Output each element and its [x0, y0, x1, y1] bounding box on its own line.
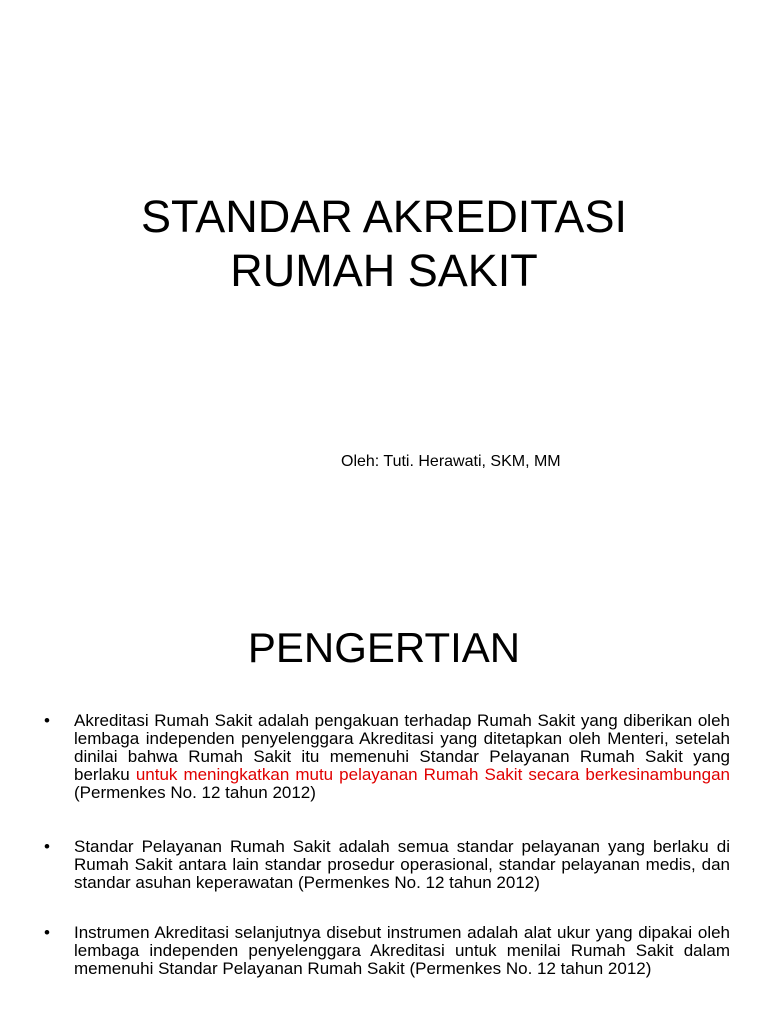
bullet-list: [0, 712, 768, 1014]
definition-slide: [0, 576, 768, 1024]
bullet-dot-icon: •: [44, 837, 50, 856]
bullet-item-akreditasi: [0, 712, 768, 802]
author-credit: Oleh: Tuti. Herawati, SKM, MM: [341, 453, 561, 470]
section-title: PENGERTIAN: [247, 624, 521, 671]
bullet-text-reference: (Permenkes No. 12 tahun 2012): [74, 783, 316, 802]
bullet-item-instrumen: [0, 924, 768, 978]
highlight-text: untuk meningkatkan mutu pelayanan Rumah Sakit secara berkesinambungan: [135, 765, 731, 784]
title-line-2: RUMAH SAKIT: [230, 245, 538, 296]
bullet-text: Instrumen Akreditasi selanjutnya disebut instrumen adalah alat ukur yang dipakai oleh lembaga independen penyelenggara Akreditasi untuk menilai Rumah Sakit dalam memenuhi Standar Pelayanan Rumah Sakit (Permenkes No. 12 tahun 2012): [74, 923, 730, 978]
presentation-title: [0, 190, 768, 298]
bullet-dot-icon: •: [44, 711, 50, 730]
bullet-item-standar-pelayanan: [0, 838, 768, 892]
title-line-1: STANDAR AKREDITASI: [141, 191, 627, 242]
bullet-text: Standar Pelayanan Rumah Sakit adalah semua standar pelayanan yang berlaku di Rumah Sakit antara lain standar prosedur operasional, standar pelayanan medis, dan standar asuhan keperawatan (Permenkes No. 12 tahun 2012): [74, 837, 730, 892]
bullet-dot-icon: •: [44, 923, 50, 942]
bullet-text: Akreditasi Rumah Sakit adalah pengakuan terhadap Rumah Sakit yang diberikan oleh lembaga independen penyelenggara Akreditasi yang ditetapkan oleh Menteri, setelah dinilai bahwa Rumah Sakit itu memenuhi Standar Pelayanan Rumah Sakit yang berlaku: [74, 711, 730, 784]
